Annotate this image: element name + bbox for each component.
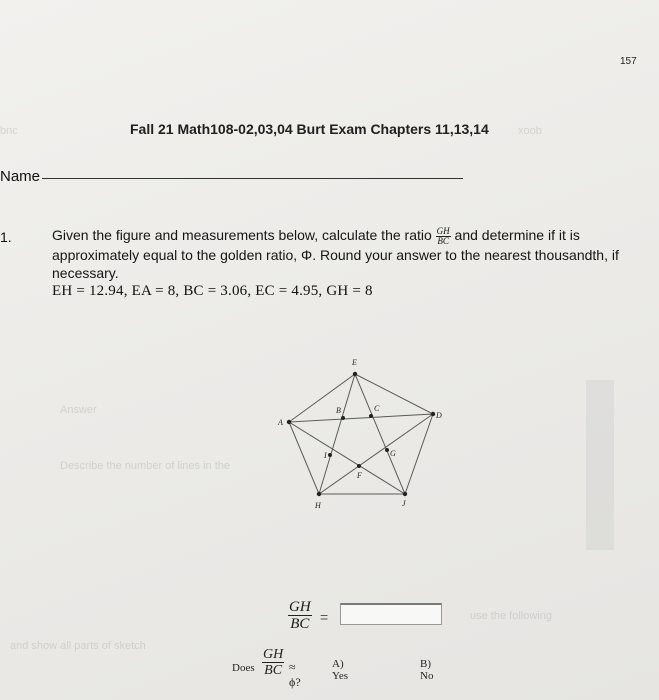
bleed-through-text: and show all parts of sketch: [10, 640, 146, 652]
point-g: [385, 448, 389, 452]
page-number: 157: [620, 56, 637, 67]
approx-golden-ratio: ≈ ϕ?: [289, 660, 301, 689]
label-f: F: [357, 471, 362, 480]
point-i: [328, 453, 332, 457]
name-input-line[interactable]: [42, 178, 463, 179]
option-no[interactable]: B) No: [420, 658, 434, 682]
bleed-through-text: xoob: [518, 125, 542, 137]
label-c: C: [374, 404, 380, 413]
does-ratio-denominator: BC: [264, 663, 283, 678]
label-a: A: [278, 418, 283, 427]
point-a: [287, 420, 291, 424]
option-yes[interactable]: A) Yes: [332, 658, 349, 682]
point-d: [431, 412, 435, 416]
does-ratio-numerator: GH: [263, 647, 284, 662]
bleed-through-text: use the following: [470, 610, 552, 622]
question-prompt: [52, 226, 642, 283]
does-ratio-fraction: [262, 648, 284, 678]
inline-ratio-fraction: [436, 227, 451, 246]
question-text-after: and determine if it is approximately equal to the golden ratio, Φ. Round your answer to the nearest thousandth, if necessary.: [52, 227, 619, 282]
ratio-answer-input[interactable]: [340, 603, 442, 625]
equals-sign: =: [320, 609, 329, 625]
exam-title: Fall 21 Math108-02,03,04 Burt Exam Chapters 11,13,14: [130, 121, 489, 137]
label-j: J: [402, 499, 406, 508]
answer-ratio-numerator: GH: [289, 599, 311, 615]
point-h: [317, 492, 321, 496]
point-j: [403, 492, 407, 496]
point-e: [353, 372, 357, 376]
label-d: D: [436, 411, 442, 420]
inline-ratio-denominator: BC: [437, 235, 449, 246]
bleed-through-column: [586, 380, 614, 550]
given-measurements: EH = 12.94, EA = 8, BC = 3.06, EC = 4.95, GH = 8: [52, 283, 373, 299]
point-b: [341, 416, 345, 420]
label-i: I: [324, 451, 327, 460]
question-text-before: Given the figure and measurements below, calculate the ratio: [52, 227, 436, 243]
label-e: E: [352, 358, 357, 367]
bleed-through-text: Answer: [60, 404, 97, 416]
name-label: Name: [0, 168, 41, 185]
label-g: G: [390, 449, 396, 458]
pentagram-figure: [275, 352, 445, 522]
label-b: B: [336, 406, 341, 415]
inline-ratio-numerator: GH: [436, 225, 450, 236]
point-c: [369, 414, 373, 418]
does-label: Does: [232, 662, 255, 674]
bleed-through-text: bnc: [0, 125, 18, 137]
label-h: H: [315, 501, 321, 510]
answer-ratio-fraction: [288, 600, 312, 632]
answer-ratio-denominator: BC: [290, 616, 310, 632]
bleed-through-text: Describe the number of lines in the: [60, 460, 230, 472]
point-f: [357, 464, 361, 468]
question-number: 1.: [0, 229, 12, 245]
